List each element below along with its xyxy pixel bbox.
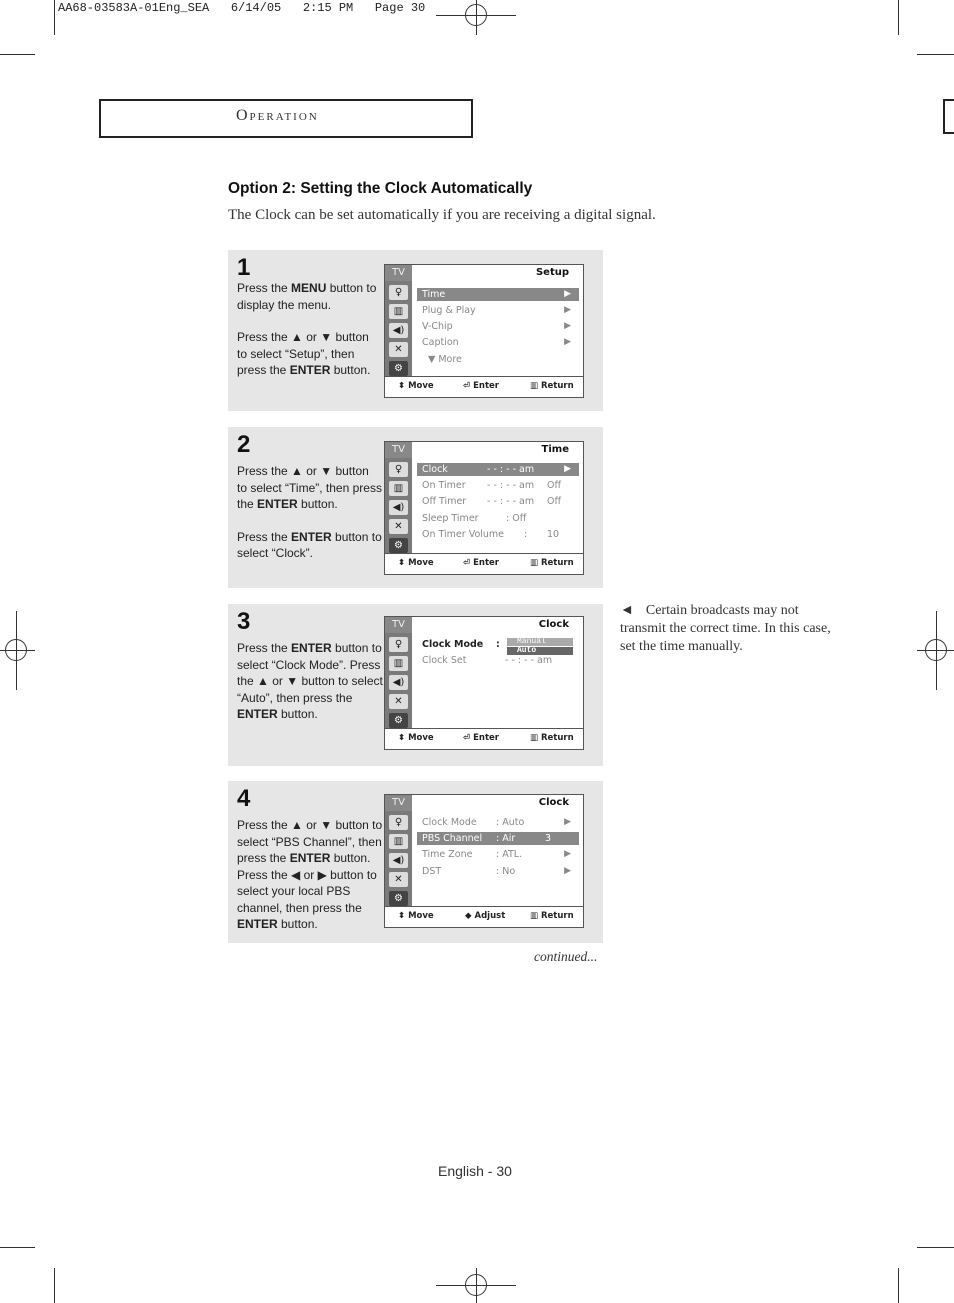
menu-item-pbs-channel[interactable]: PBS Channel : Air 3 <box>417 832 579 845</box>
updown-icon: ⬍ <box>398 558 406 568</box>
leftright-icon: ◆ <box>465 911 472 921</box>
side-note: ◄ Certain broadcasts may not transmit the correct time. In this case, set the time manually. <box>620 603 831 654</box>
option-manual[interactable]: Manual <box>507 638 573 646</box>
updown-icon: ⬍ <box>398 911 406 921</box>
crop-mark <box>54 0 55 35</box>
menu-item-vchip[interactable]: V-Chip ▶ <box>422 321 571 332</box>
menu-item-clock-mode[interactable]: Clock Mode : <box>422 639 500 650</box>
registration-mark <box>5 639 27 661</box>
menu-sidebar <box>385 617 412 729</box>
step-3-panel <box>228 604 603 766</box>
menu-item-on-timer[interactable]: On Timer - - : - - am Off <box>422 480 562 491</box>
menu-item-caption[interactable]: Caption ▶ <box>422 337 571 348</box>
sound-icon: ◀) <box>389 675 408 690</box>
step-number: 4 <box>237 785 251 812</box>
crop-mark <box>898 0 899 35</box>
menu-item-time-zone[interactable]: Time Zone : ATL. ▶ <box>422 849 571 860</box>
step-instructions: Press the MENU button to display the menu. Press the ▲ or ▼ button to select “Setup”, then press the ENTER button. <box>237 281 377 377</box>
menu-item-dst[interactable]: DST : No ▶ <box>422 866 571 877</box>
section-tab <box>943 99 954 134</box>
continued-label: continued... <box>534 949 598 964</box>
return-hint: ▥ Return <box>530 558 574 568</box>
enter-icon: ⏎ <box>463 558 471 568</box>
menu-item-on-timer-volume[interactable]: On Timer Volume : 10 <box>422 529 560 540</box>
arrow-right-icon: ▶ <box>564 337 571 347</box>
step-4-panel <box>228 781 603 943</box>
registration-mark <box>925 639 947 661</box>
setup-icon: ⚙ <box>389 891 408 906</box>
arrow-right-icon: ▶ <box>564 321 571 331</box>
step-instructions: Press the ▲ or ▼ button to select “Time”, then press the ENTER button. Press the ENTER button to select “Clock”. <box>237 464 382 560</box>
menu-icon: ▥ <box>530 381 539 391</box>
crop-mark <box>898 1268 899 1303</box>
menu-title: Clock <box>538 619 569 630</box>
enter-hint: ⏎ Enter <box>463 381 499 391</box>
setup-icon: ⚙ <box>389 361 408 376</box>
arrow-right-icon: ▶ <box>564 289 571 299</box>
channel-icon: ▥ <box>389 834 408 849</box>
updown-icon: ⬍ <box>398 733 406 743</box>
registration-mark <box>465 1274 487 1296</box>
print-header: AA68-03583A-01Eng_SEA 6/14/05 2:15 PM Page 30 <box>58 1 426 15</box>
tv-menu-screen <box>384 794 584 928</box>
menu-item-off-timer[interactable]: Off Timer - - : - - am Off <box>422 496 562 507</box>
sound-icon: ◀) <box>389 323 408 338</box>
menu-help-bar <box>385 728 583 749</box>
menu-item-clock-mode[interactable]: Clock Mode : Auto ▶ <box>422 817 571 828</box>
step-instructions: Press the ▲ or ▼ button to select “PBS Channel”, then press the ENTER button. Press the ◀ or ▶ button to select your local PBS channel, then press the ENTER button. <box>237 818 383 931</box>
enter-icon: ⏎ <box>463 381 471 391</box>
antenna-icon: ✕ <box>389 694 408 709</box>
crop-mark <box>54 1268 55 1303</box>
step-number: 3 <box>237 608 251 635</box>
menu-sidebar <box>385 795 412 907</box>
move-hint: ⬍ Move <box>398 733 434 743</box>
menu-item-clock[interactable]: Clock - - : - - am ▶ <box>417 463 579 476</box>
setup-icon: ⚙ <box>389 713 408 728</box>
channel-icon: ▥ <box>389 481 408 496</box>
step-1-panel <box>228 250 603 411</box>
menu-item-more[interactable]: ▼ More <box>428 354 462 365</box>
page-heading: Option 2: Setting the Clock Automatically <box>228 180 533 197</box>
menu-item-time[interactable]: Time ▶ <box>417 288 579 301</box>
tv-label: TV <box>385 617 412 633</box>
tv-label: TV <box>385 265 412 281</box>
menu-sidebar <box>385 265 412 377</box>
sound-icon: ◀) <box>389 500 408 515</box>
menu-help-bar <box>385 553 583 574</box>
antenna-icon: ✕ <box>389 342 408 357</box>
crop-mark <box>0 1247 35 1248</box>
menu-title: Time <box>541 444 569 455</box>
picture-icon: ♀ <box>389 462 408 477</box>
setup-icon: ⚙ <box>389 538 408 553</box>
step-2-panel <box>228 427 603 588</box>
antenna-icon: ✕ <box>389 519 408 534</box>
tv-menu-screen <box>384 441 584 575</box>
section-title: Operation <box>236 107 319 124</box>
return-hint: ▥ Return <box>530 911 574 921</box>
tv-label: TV <box>385 795 412 811</box>
picture-icon: ♀ <box>389 815 408 830</box>
menu-icon: ▥ <box>530 558 539 568</box>
menu-help-bar <box>385 376 583 397</box>
page-footer: English - 30 <box>438 1163 512 1179</box>
menu-title: Setup <box>535 267 569 278</box>
crop-mark <box>917 1247 954 1248</box>
crop-mark <box>0 54 35 55</box>
step-number: 2 <box>237 431 251 458</box>
move-hint: ⬍ Move <box>398 381 434 391</box>
channel-icon: ▥ <box>389 304 408 319</box>
step-number: 1 <box>237 254 251 281</box>
crop-mark <box>917 54 954 55</box>
move-hint: ⬍ Move <box>398 558 434 568</box>
move-hint: ⬍ Move <box>398 911 434 921</box>
arrow-right-icon: ▶ <box>564 866 571 876</box>
menu-help-bar <box>385 906 583 927</box>
arrow-right-icon: ▶ <box>564 305 571 315</box>
arrow-right-icon: ▶ <box>564 464 571 474</box>
tv-menu-screen <box>384 264 584 398</box>
return-hint: ▥ Return <box>530 733 574 743</box>
picture-icon: ♀ <box>389 285 408 300</box>
intro-text: The Clock can be set automatically if you are receiving a digital signal. <box>228 207 656 223</box>
arrow-right-icon: ▶ <box>564 817 571 827</box>
picture-icon: ♀ <box>389 637 408 652</box>
menu-item-sleep-timer[interactable]: Sleep Timer : Off <box>422 513 527 524</box>
note-marker-icon: ◄ <box>620 603 634 618</box>
antenna-icon: ✕ <box>389 872 408 887</box>
enter-icon: ⏎ <box>463 733 471 743</box>
sound-icon: ◀) <box>389 853 408 868</box>
menu-item-plug-play[interactable]: Plug & Play ▶ <box>422 305 571 316</box>
enter-hint: ⏎ Enter <box>463 733 499 743</box>
menu-icon: ▥ <box>530 733 539 743</box>
menu-title: Clock <box>538 797 569 808</box>
return-hint: ▥ Return <box>530 381 574 391</box>
menu-item-clock-set[interactable]: Clock Set - - : - - am <box>422 655 553 666</box>
menu-sidebar <box>385 442 412 554</box>
option-auto[interactable]: Auto <box>507 647 573 655</box>
updown-icon: ⬍ <box>398 381 406 391</box>
tv-menu-screen <box>384 616 584 750</box>
menu-icon: ▥ <box>530 911 539 921</box>
step-instructions: Press the ENTER button to select “Clock Mode”. Press the ▲ or ▼ button to select “Auto”, then press the ENTER button. <box>237 641 383 721</box>
adjust-hint: ◆ Adjust <box>465 911 506 921</box>
registration-mark <box>465 4 487 26</box>
channel-icon: ▥ <box>389 656 408 671</box>
tv-label: TV <box>385 442 412 458</box>
enter-hint: ⏎ Enter <box>463 558 499 568</box>
arrow-right-icon: ▶ <box>564 849 571 859</box>
